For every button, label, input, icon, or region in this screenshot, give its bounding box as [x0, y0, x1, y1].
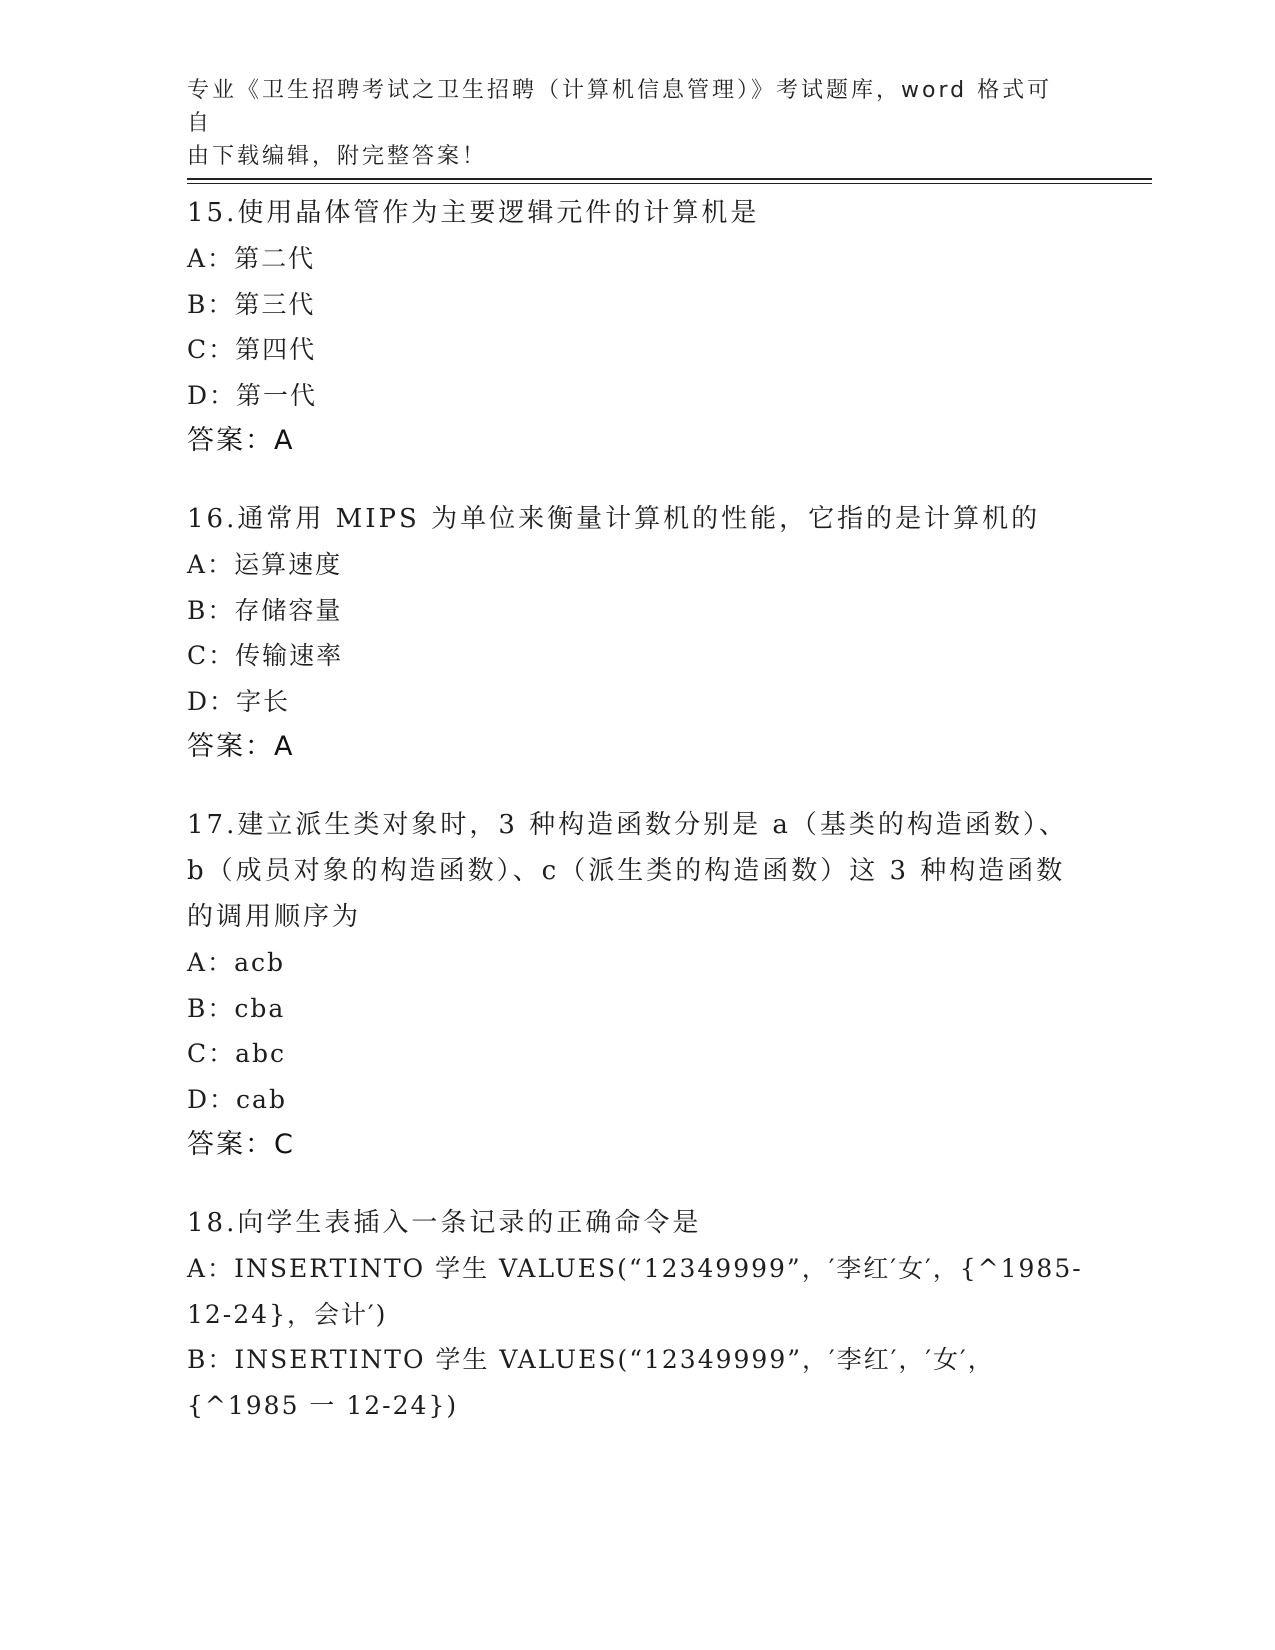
option-key: B： — [187, 993, 235, 1023]
option-key: B： — [187, 595, 235, 625]
option-key: A： — [187, 244, 235, 273]
option-text: INSERTINTO 学生 VALUES(“12349999”，′李红′女′，{^1985-12-24}，会计′) — [187, 1254, 1083, 1329]
header-line-2: 由下载编辑，附完整答案！ — [187, 144, 488, 169]
option-text: 运算速度 — [234, 550, 343, 579]
question-stem: 17.建立派生类对象时，3 种构造函数分别是 a（基类的构造函数）、b（成员对象的构造函数）、c（派生类的构造函数）这 3 种构造函数的调用顺序为 — [187, 810, 1068, 932]
question-17 — [187, 802, 1087, 1168]
option-text: 第三代 — [234, 289, 316, 319]
option-key: A： — [187, 550, 235, 579]
option-text: 第二代 — [234, 244, 316, 273]
option-b — [187, 588, 1087, 634]
option-text: 字长 — [236, 686, 291, 716]
option-key: D： — [187, 686, 237, 716]
question-list — [187, 190, 1087, 1460]
option-key: A： — [187, 1254, 235, 1283]
option-key: C： — [187, 641, 236, 670]
question-16 — [187, 496, 1087, 770]
answer-line: 答案：A — [187, 425, 295, 456]
option-b — [187, 1337, 1087, 1428]
question-stem: 15.使用晶体管作为主要逻辑元件的计算机是 — [187, 198, 760, 228]
option-b — [187, 986, 1087, 1032]
option-a — [187, 1246, 1087, 1337]
header-line-1: 专业《卫生招聘考试之卫生招聘（计算机信息管理）》考试题库，word 格式可自 — [187, 78, 1053, 136]
option-d — [187, 373, 1087, 419]
option-text: INSERTINTO 学生 VALUES(“12349999”，′李红′，′女′，{^1985 一 12-24}) — [187, 1345, 995, 1420]
option-d — [187, 679, 1087, 725]
option-key: A： — [187, 948, 235, 977]
option-key: D： — [187, 380, 237, 410]
answer-line: 答案：A — [187, 731, 295, 762]
option-key: D： — [187, 1084, 237, 1114]
option-text: 第四代 — [235, 335, 317, 364]
document-header — [187, 74, 1067, 173]
option-text: abc — [235, 1039, 287, 1068]
option-a — [187, 542, 1087, 588]
option-c — [187, 1031, 1087, 1077]
header-divider-thick — [187, 178, 1152, 180]
answer-line: 答案：C — [187, 1129, 295, 1160]
option-text: 存储容量 — [234, 595, 343, 625]
option-text: cba — [234, 993, 286, 1023]
option-text: 传输速率 — [235, 641, 344, 670]
option-b — [187, 282, 1087, 328]
question-stem: 16.通常用 MIPS 为单位来衡量计算机的性能，它指的是计算机的 — [187, 504, 1041, 534]
option-d — [187, 1077, 1087, 1123]
option-c — [187, 633, 1087, 679]
option-a — [187, 940, 1087, 986]
option-text: 第一代 — [236, 380, 318, 410]
header-divider-thin — [187, 183, 1152, 184]
option-key: C： — [187, 335, 236, 364]
option-key: B： — [187, 1345, 235, 1374]
option-a — [187, 236, 1087, 282]
question-15 — [187, 190, 1087, 464]
option-key: B： — [187, 289, 235, 319]
option-text: acb — [234, 948, 285, 977]
question-18 — [187, 1200, 1087, 1428]
option-c — [187, 327, 1087, 373]
question-stem: 18.向学生表插入一条记录的正确命令是 — [187, 1208, 702, 1238]
option-text: cab — [236, 1084, 287, 1114]
option-key: C： — [187, 1039, 236, 1068]
